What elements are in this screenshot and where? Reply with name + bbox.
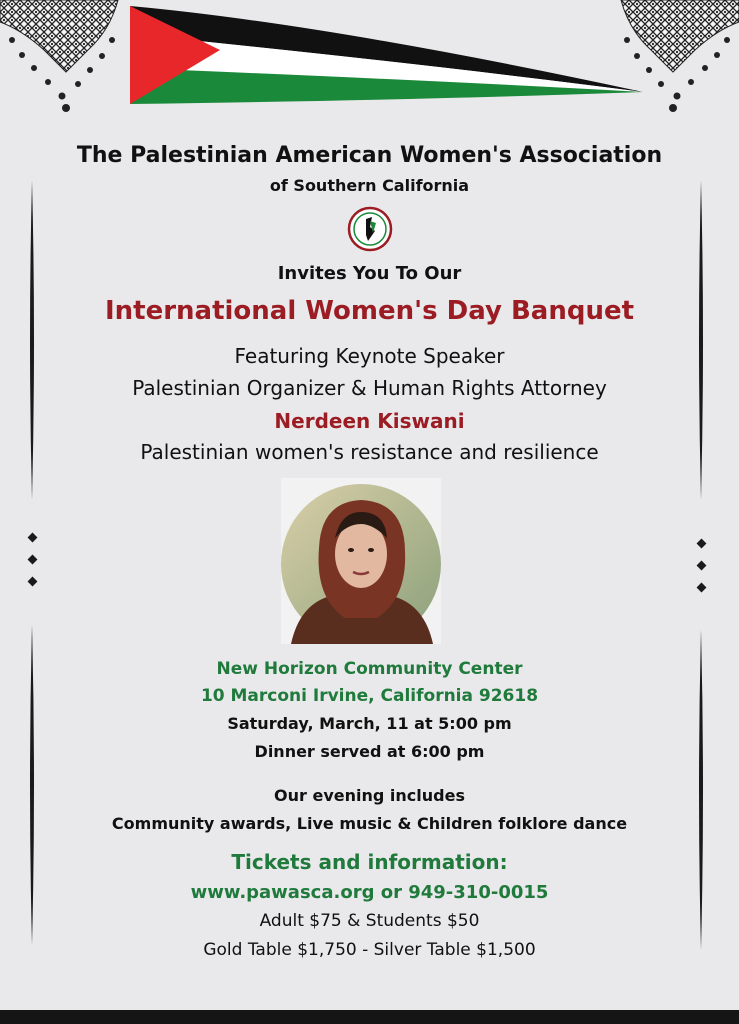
right-decorative-line-bottom xyxy=(696,630,706,950)
bottom-bar xyxy=(0,1010,739,1024)
talk-topic: Palestinian women's resistance and resilience xyxy=(140,440,599,464)
table-prices: Gold Table $1,750 - Silver Table $1,500 xyxy=(203,940,536,960)
invite-text: Invites You To Our xyxy=(277,263,462,284)
featuring-text: Featuring Keynote Speaker xyxy=(234,344,505,368)
tickets-heading: Tickets and information: xyxy=(231,850,508,874)
left-decorative-line-bottom xyxy=(27,625,37,945)
right-diamond-2 xyxy=(697,561,707,571)
left-diamond-1 xyxy=(28,533,38,543)
left-diamond-2 xyxy=(28,555,38,565)
dinner-time: Dinner served at 6:00 pm xyxy=(254,742,485,761)
org-subtitle: of Southern California xyxy=(269,176,470,195)
speaker-photo xyxy=(281,478,441,644)
ticket-prices: Adult $75 & Students $50 xyxy=(259,911,480,931)
venue-name: New Horizon Community Center xyxy=(216,659,523,679)
left-decorative-line-top xyxy=(27,180,37,500)
right-diamond-3 xyxy=(697,583,707,593)
event-title: International Women's Day Banquet xyxy=(104,296,635,326)
evening-heading: Our evening includes xyxy=(274,786,465,805)
speaker-name: Nerdeen Kiswani xyxy=(274,409,465,433)
evening-items: Community awards, Live music & Children folklore dance xyxy=(111,814,628,833)
org-name: The Palestinian American Women's Association xyxy=(76,143,663,168)
tickets-contact: www.pawasca.org or 949-310-0015 xyxy=(190,882,549,903)
association-logo-icon xyxy=(340,205,400,253)
right-decorative-line-top xyxy=(696,180,706,500)
venue-address: 10 Marconi Irvine, California 92618 xyxy=(200,686,539,706)
keffiyeh-corner-left-icon xyxy=(0,0,130,118)
palestinian-flag-icon xyxy=(128,4,648,110)
left-diamond-3 xyxy=(28,577,38,587)
speaker-role: Palestinian Organizer & Human Rights Attorney xyxy=(132,376,607,400)
right-diamond-1 xyxy=(697,539,707,549)
event-date-time: Saturday, March, 11 at 5:00 pm xyxy=(227,714,512,733)
